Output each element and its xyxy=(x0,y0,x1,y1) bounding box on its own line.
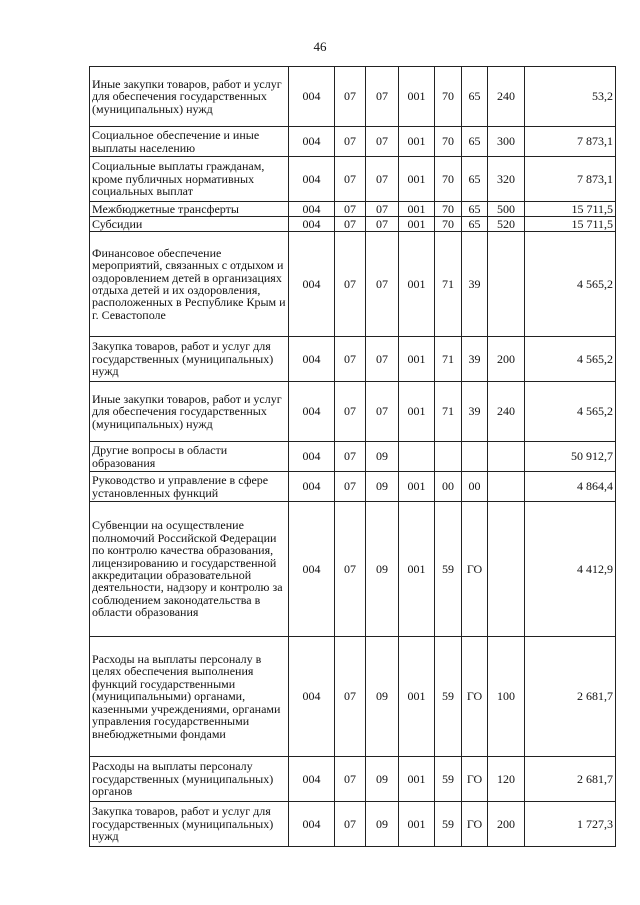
row-name: Закупка товаров, работ и услуг для государственных (муниципальных) нужд xyxy=(90,802,289,847)
table-row xyxy=(90,802,616,847)
cell-pr: 07 xyxy=(366,337,399,382)
cell-rz: 07 xyxy=(335,157,366,202)
table-row xyxy=(90,637,616,757)
cell-vr: 120 xyxy=(488,757,525,802)
cell-ved: 004 xyxy=(289,637,335,757)
cell-cs1: 001 xyxy=(399,382,435,442)
cell-rz: 07 xyxy=(335,442,366,472)
table-row xyxy=(90,157,616,202)
cell-rz: 07 xyxy=(335,67,366,127)
cell-sum: 53,2 xyxy=(525,67,616,127)
cell-cs1: 001 xyxy=(399,157,435,202)
cell-rz: 07 xyxy=(335,757,366,802)
cell-rz: 07 xyxy=(335,337,366,382)
row-name: Руководство и управление в сфере установленных функций xyxy=(90,472,289,502)
cell-cs2: 70 xyxy=(435,127,462,157)
table-row xyxy=(90,502,616,637)
cell-cs2: 71 xyxy=(435,337,462,382)
cell-pr: 09 xyxy=(366,802,399,847)
cell-rz: 07 xyxy=(335,472,366,502)
cell-sum: 4 565,2 xyxy=(525,232,616,337)
cell-vr: 500 xyxy=(488,202,525,217)
table-row xyxy=(90,337,616,382)
cell-cs3: ГО xyxy=(462,757,488,802)
cell-ved: 004 xyxy=(289,442,335,472)
cell-vr: 100 xyxy=(488,637,525,757)
cell-ved: 004 xyxy=(289,337,335,382)
cell-cs2: 59 xyxy=(435,637,462,757)
cell-cs2: 59 xyxy=(435,757,462,802)
cell-cs3: 39 xyxy=(462,232,488,337)
row-name: Социальное обеспечение и иные выплаты населению xyxy=(90,127,289,157)
cell-ved: 004 xyxy=(289,202,335,217)
cell-sum: 4 864,4 xyxy=(525,472,616,502)
cell-rz: 07 xyxy=(335,382,366,442)
cell-ved: 004 xyxy=(289,67,335,127)
cell-sum: 7 873,1 xyxy=(525,157,616,202)
cell-cs3: ГО xyxy=(462,637,488,757)
cell-cs2: 59 xyxy=(435,502,462,637)
cell-sum: 15 711,5 xyxy=(525,202,616,217)
row-name: Расходы на выплаты персоналу в целях обеспечения выполнения функций государственными (муниципальными) органами, казенными учреждениями, органами управления государственными внебюджетными фондами xyxy=(90,637,289,757)
cell-cs3: 65 xyxy=(462,67,488,127)
cell-rz: 07 xyxy=(335,232,366,337)
cell-ved: 004 xyxy=(289,157,335,202)
cell-ved: 004 xyxy=(289,382,335,442)
cell-rz: 07 xyxy=(335,217,366,232)
cell-vr: 200 xyxy=(488,337,525,382)
cell-cs1: 001 xyxy=(399,127,435,157)
cell-cs1: 001 xyxy=(399,337,435,382)
cell-cs1: 001 xyxy=(399,472,435,502)
page-number: 46 xyxy=(313,39,327,54)
table-row xyxy=(90,202,616,217)
cell-cs2: 70 xyxy=(435,67,462,127)
table-body xyxy=(90,67,616,847)
row-name: Субсидии xyxy=(90,217,289,232)
cell-pr: 07 xyxy=(366,127,399,157)
cell-cs2: 70 xyxy=(435,202,462,217)
cell-pr: 09 xyxy=(366,757,399,802)
cell-vr xyxy=(488,232,525,337)
cell-ved: 004 xyxy=(289,232,335,337)
cell-sum: 4 565,2 xyxy=(525,382,616,442)
cell-cs3: ГО xyxy=(462,802,488,847)
cell-cs3 xyxy=(462,442,488,472)
cell-cs2 xyxy=(435,442,462,472)
row-name: Иные закупки товаров, работ и услуг для обеспечения государственных (муниципальных) нужд xyxy=(90,67,289,127)
cell-rz: 07 xyxy=(335,127,366,157)
cell-cs1 xyxy=(399,442,435,472)
cell-sum: 4 565,2 xyxy=(525,337,616,382)
table-row xyxy=(90,757,616,802)
cell-pr: 07 xyxy=(366,217,399,232)
row-name: Иные закупки товаров, работ и услуг для обеспечения государственных (муниципальных) нужд xyxy=(90,382,289,442)
cell-cs3: 65 xyxy=(462,157,488,202)
budget-table xyxy=(89,66,616,847)
row-name: Расходы на выплаты персоналу государственных (муниципальных) органов xyxy=(90,757,289,802)
cell-sum: 2 681,7 xyxy=(525,637,616,757)
cell-vr xyxy=(488,472,525,502)
cell-cs2: 71 xyxy=(435,232,462,337)
cell-vr xyxy=(488,502,525,637)
cell-cs2: 59 xyxy=(435,802,462,847)
cell-cs1: 001 xyxy=(399,202,435,217)
cell-rz: 07 xyxy=(335,202,366,217)
cell-cs2: 70 xyxy=(435,157,462,202)
cell-vr: 240 xyxy=(488,67,525,127)
cell-pr: 07 xyxy=(366,382,399,442)
cell-pr: 09 xyxy=(366,637,399,757)
cell-pr: 07 xyxy=(366,67,399,127)
table-row xyxy=(90,382,616,442)
cell-cs3: 39 xyxy=(462,337,488,382)
row-name: Другие вопросы в области образования xyxy=(90,442,289,472)
cell-ved: 004 xyxy=(289,472,335,502)
cell-cs3: 65 xyxy=(462,127,488,157)
table-row xyxy=(90,67,616,127)
cell-ved: 004 xyxy=(289,127,335,157)
row-name: Субвенции на осуществление полномочий Российской Федерации по контролю качества образования, лицензированию и государственной аккредитации образовательной деятельности, надзору и контролю за соблюдением законодательства в области образования xyxy=(90,502,289,637)
cell-cs1: 001 xyxy=(399,637,435,757)
cell-vr: 520 xyxy=(488,217,525,232)
cell-sum: 4 412,9 xyxy=(525,502,616,637)
cell-vr: 320 xyxy=(488,157,525,202)
cell-cs2: 71 xyxy=(435,382,462,442)
table-row xyxy=(90,442,616,472)
cell-vr: 200 xyxy=(488,802,525,847)
cell-ved: 004 xyxy=(289,802,335,847)
cell-cs3: 65 xyxy=(462,217,488,232)
row-name: Финансовое обеспечение мероприятий, связанных с отдыхом и оздоровлением детей в организациях отдыха детей и их оздоровления, расположенных в Республике Крым и г. Севастополе xyxy=(90,232,289,337)
cell-cs1: 001 xyxy=(399,232,435,337)
row-name: Социальные выплаты гражданам, кроме публичных нормативных социальных выплат xyxy=(90,157,289,202)
cell-pr: 07 xyxy=(366,157,399,202)
cell-cs2: 70 xyxy=(435,217,462,232)
cell-cs3: 00 xyxy=(462,472,488,502)
cell-cs1: 001 xyxy=(399,757,435,802)
cell-rz: 07 xyxy=(335,637,366,757)
cell-rz: 07 xyxy=(335,802,366,847)
table-row xyxy=(90,127,616,157)
cell-vr: 240 xyxy=(488,382,525,442)
row-name: Закупка товаров, работ и услуг для государственных (муниципальных) нужд xyxy=(90,337,289,382)
cell-cs1: 001 xyxy=(399,802,435,847)
cell-sum: 50 912,7 xyxy=(525,442,616,472)
cell-rz: 07 xyxy=(335,502,366,637)
table-row xyxy=(90,232,616,337)
cell-sum: 15 711,5 xyxy=(525,217,616,232)
cell-sum: 2 681,7 xyxy=(525,757,616,802)
cell-cs3: 39 xyxy=(462,382,488,442)
cell-ved: 004 xyxy=(289,757,335,802)
cell-pr: 09 xyxy=(366,502,399,637)
cell-vr xyxy=(488,442,525,472)
cell-sum: 1 727,3 xyxy=(525,802,616,847)
cell-ved: 004 xyxy=(289,217,335,232)
row-name: Межбюджетные трансферты xyxy=(90,202,289,217)
table-row xyxy=(90,217,616,232)
cell-cs3: 65 xyxy=(462,202,488,217)
cell-cs1: 001 xyxy=(399,67,435,127)
cell-vr: 300 xyxy=(488,127,525,157)
cell-ved: 004 xyxy=(289,502,335,637)
table-row xyxy=(90,472,616,502)
cell-pr: 07 xyxy=(366,232,399,337)
cell-cs1: 001 xyxy=(399,217,435,232)
cell-cs3: ГО xyxy=(462,502,488,637)
cell-sum: 7 873,1 xyxy=(525,127,616,157)
cell-pr: 07 xyxy=(366,202,399,217)
cell-pr: 09 xyxy=(366,472,399,502)
cell-cs2: 00 xyxy=(435,472,462,502)
cell-cs1: 001 xyxy=(399,502,435,637)
cell-pr: 09 xyxy=(366,442,399,472)
